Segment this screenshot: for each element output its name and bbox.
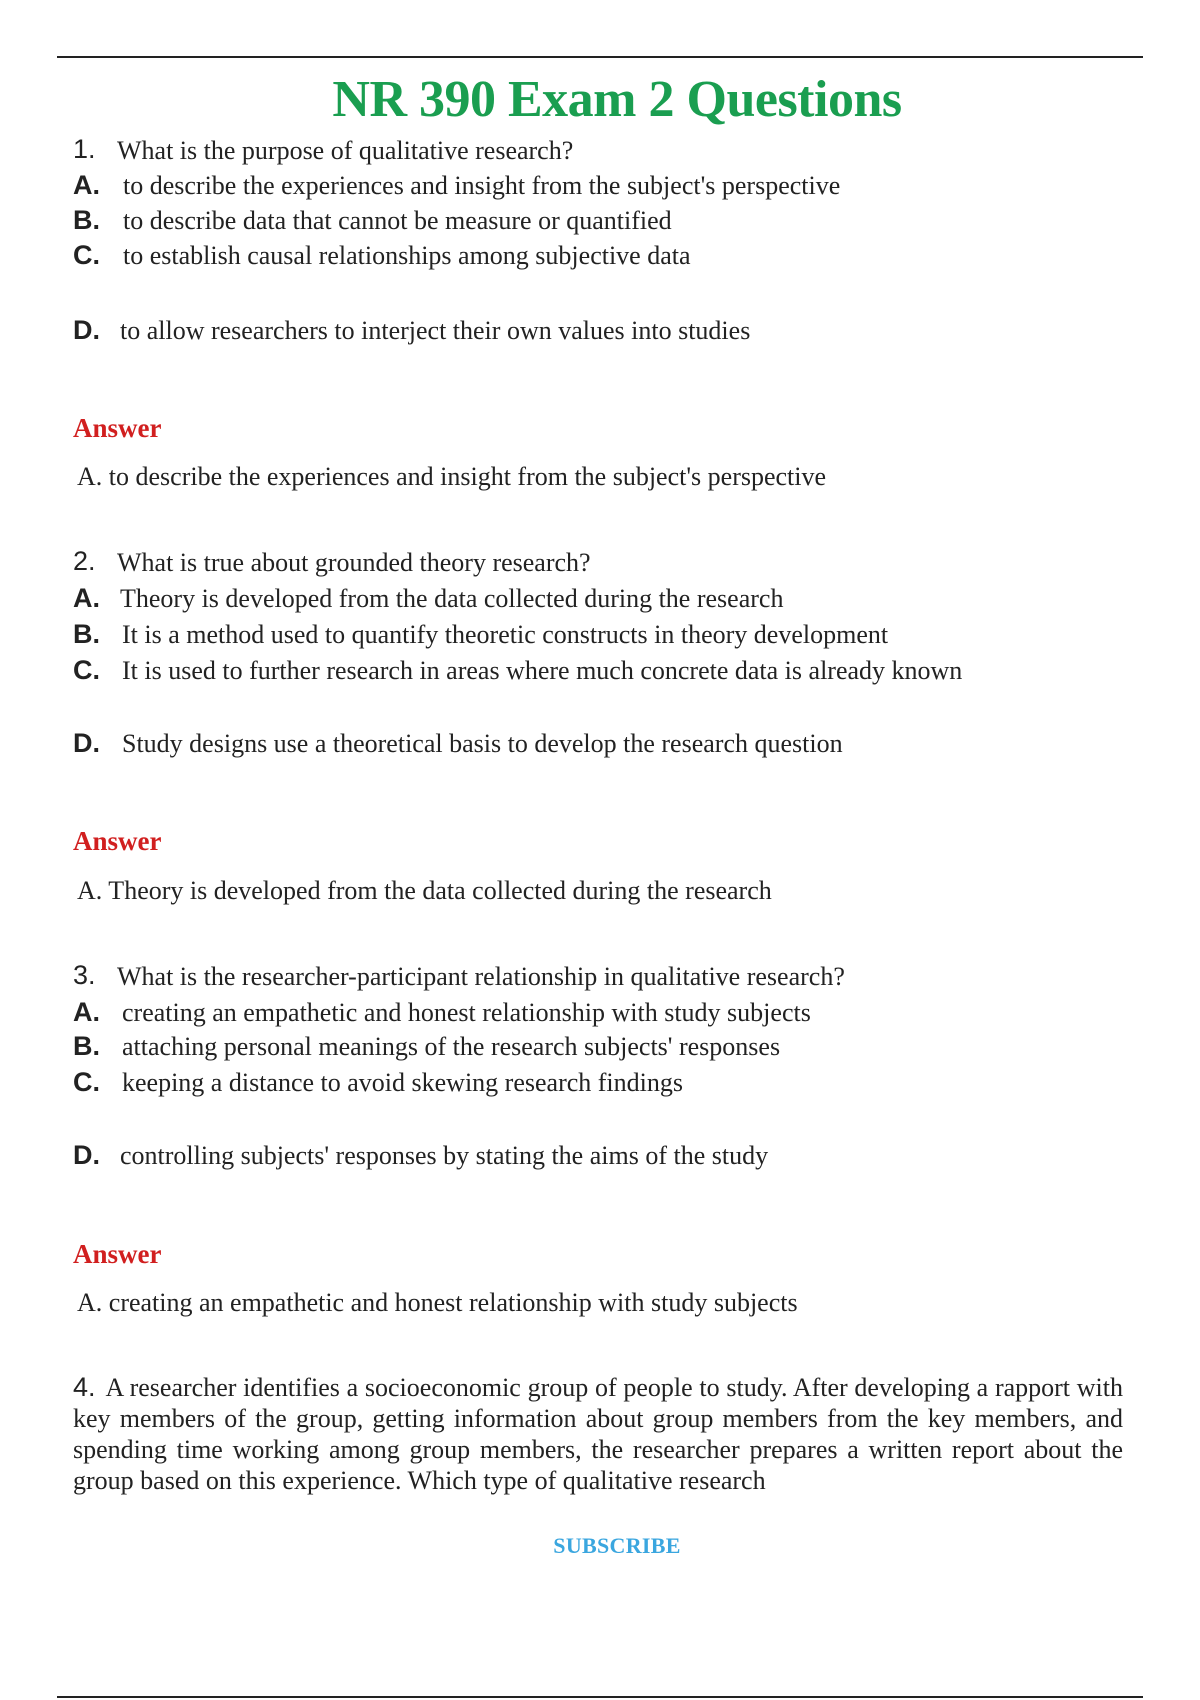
option-letter-b: B. [73,619,100,649]
option-letter-b: B. [73,1031,100,1061]
question-number: 3. [73,960,96,990]
option-letter-a: A. [73,997,100,1027]
option-text-b: to describe data that cannot be measure or quantified [123,206,672,235]
option-text-d: Study designs use a theoretical basis to develop the research question [122,729,843,758]
option-letter-c: C. [73,1067,100,1097]
page-title: NR 390 Exam 2 Questions [332,71,902,128]
option-text-a: creating an empathetic and honest relationship with study subjects [122,998,811,1027]
answer-label: Answer [73,1239,162,1269]
option-text-d: to allow researchers to interject their own values into studies [120,316,751,345]
question-4 [73,1372,1123,1496]
answer-label: Answer [73,826,162,856]
option-text-c: to establish causal relationships among subjective data [123,241,691,270]
question-text: What is the purpose of qualitative research? [117,136,574,165]
question-number: 1. [73,134,96,164]
option-text-c: keeping a distance to avoid skewing research findings [122,1068,683,1097]
question-number: 4. [73,1372,96,1402]
option-letter-a: A. [73,170,100,200]
answer-text: A. to describe the experiences and insight from the subject's perspective [77,462,827,491]
option-text-d: controlling subjects' responses by stating the aims of the study [120,1141,769,1170]
question-number: 2. [73,546,96,576]
subscribe-link[interactable]: SUBSCRIBE [553,1533,681,1558]
option-letter-a: A. [73,583,100,613]
top-rule [57,56,1143,58]
option-letter-b: B. [73,205,100,235]
option-text-c: It is used to further research in areas where much concrete data is already known [122,656,963,685]
bottom-rule [57,1696,1143,1698]
question-text: What is the researcher-participant relationship in qualitative research? [117,962,845,991]
answer-text: A. creating an empathetic and honest relationship with study subjects [77,1288,798,1317]
option-letter-d: D. [73,315,100,345]
option-letter-d: D. [73,728,100,758]
option-letter-c: C. [73,655,100,685]
answer-label: Answer [73,413,162,443]
answer-text: A. Theory is developed from the data collected during the research [77,876,772,905]
question-text: A researcher identifies a socioeconomic group of people to study. After developing a rapport with key members of the group, getting information about group members from the key members, and spending time working among group members, the researcher prepares a written report about the group based on this experience. Which type of qualitative research [73,1373,1123,1495]
option-letter-c: C. [73,240,100,270]
option-text-b: attaching personal meanings of the research subjects' responses [122,1032,781,1061]
option-letter-d: D. [73,1140,100,1170]
question-text: What is true about grounded theory research? [117,548,591,577]
option-text-b: It is a method used to quantify theoretic constructs in theory development [122,620,889,649]
option-text-a: to describe the experiences and insight from the subject's perspective [123,171,841,200]
option-text-a: Theory is developed from the data collected during the research [120,584,784,613]
